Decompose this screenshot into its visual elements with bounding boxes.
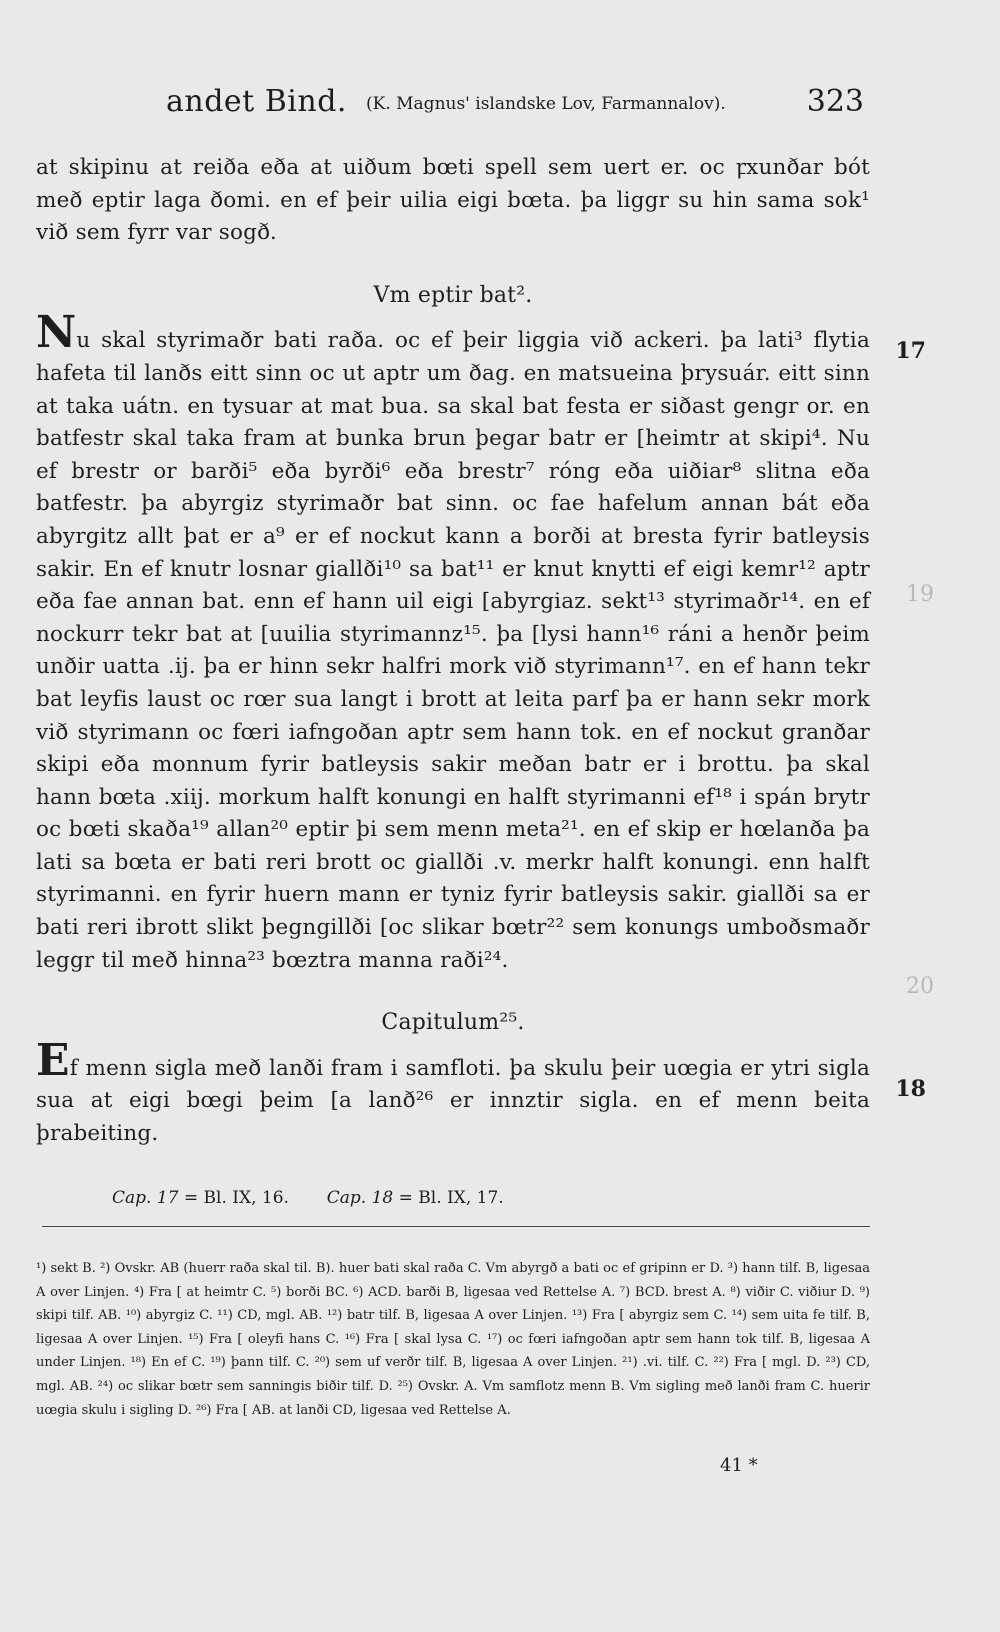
cap18-ref: = Bl. IX, 17. bbox=[398, 1188, 504, 1208]
margin-chapter-18: 18 bbox=[895, 1076, 926, 1102]
header-title: andet Bind. bbox=[166, 84, 347, 119]
margin-chapter-17: 17 bbox=[895, 338, 926, 364]
main-text bbox=[36, 152, 870, 1151]
paragraph-3-text: f menn sigla með lanði fram i samfloti. þa skulu þeir uœgia er ytri sigla sua at eigi bœgi þeim [a lanð²⁶ er innztir sigla. en ef menn beita þrabeiting. bbox=[36, 1055, 870, 1147]
drop-cap: N bbox=[36, 307, 77, 359]
paragraph-2-text: u skal styrimaðr bati raða. oc ef þeir liggia við ackeri. þa lati³ flytia hafeta til lanðs eitt sinn oc ut aptr um ðag. en matsueina þrysuár. eitt sinn at taka uátn. en tysuar at mat bua. sa skal bat festa er siðast gengr or. en batfestr skal taka fram at bunka brun þegar batr er [heimtr at skipi⁴. Nu ef brestr or barði⁵ eða byrði⁶ eða brestr⁷ róng eða uiðiar⁸ slitna eða batfestr. þa abyrgiz styrimaðr bat sinn. oc fae hafelum annan bát eða abyrgitz allt þat er a⁹ er ef nockut kann a borði at bresta fyrir batleysis sakir. En ef knutr losnar giallði¹⁰ sa bat¹¹ er knut knytti ef eigi kemr¹² aptr eða fae annan bat. enn ef hann uil eigi [abyrgiaz. sekt¹³ styrimaðr¹⁴. en ef nockurr tekr bat at [uuilia styrimannz¹⁵. þa [lysi hann¹⁶ ráni a henðr þeim unðir uatta .ij. þa er hinn sekr halfri mork við styrimann¹⁷. en ef hann tekr bat leyfis laust oc rœr sua langt i brott at leita parf þa er hann sekr mork við styrimann oc fœri iafngoðan aptr sem hann tok. en ef nockut granðar skipi eða monnum fyrir batleysis sakir meðan batr er i brottu. þa skal hann bœta .xiij. morkum halft konungi en halft styrimanni ef¹⁸ i spán brytr oc bœti skaða¹⁹ allan²⁰ eptir þi sem menn meta²¹. en ef skip er hœlanða þa lati sa bœta er bati reri brott oc giallði .v. merkr halft konungi. enn halft styrimanni. en fyrir huern mann er tyniz fyrir batleysis sakir. giallði sa er bati reri ibrott slikt þegngillði [oc slikar bœtr²² sem konungs umboðsmaðr leggr til með hinna²³ bœztra manna raði²⁴. bbox=[36, 328, 870, 973]
bleedthrough-number: 19 bbox=[906, 582, 934, 607]
footnote-text: ¹) sekt B. ²) Ovskr. AB (huerr raða skal til. B). huer bati skal raða C. Vm abyrgð a bati oc ef gripinn er D. ³) hann tilf. B, ligesaa A over Linjen. ⁴) Fra [ at heimtr C. ⁵) borði BC. ⁶) ACD. barði B, ligesaa ved Rettelse A. ⁷) BCD. brest A. ⁸) viðir C. viðiur D. ⁹) skipi tilf. AB. ¹⁰) abyrgiz C. ¹¹) CD, mgl. AB. ¹²) batr tilf. B, ligesaa A over Linjen. ¹³) Fra [ abyrgiz sem C. ¹⁴) sem uita fe tilf. B, ligesaa A over Linjen. ¹⁵) Fra [ oleyfi hans C. ¹⁶) Fra [ skal lysa C. ¹⁷) oc fœri iafngoðan aptr sem hann tok tilf. B, ligesaa A under Linjen. ¹⁸) En ef C. ¹⁹) þann tilf. C. ²⁰) sem uf verðr tilf. B, ligesaa A over Linjen. ²¹) .vi. tilf. C. ²²) Fra [ mgl. D. ²³) CD, mgl. AB. ²⁴) oc slikar bœtr sem sanningis biðir tilf. D. ²⁵) Ovskr. A. Vm samflotz menn B. Vm sigling með lanði fram C. huerir uœgia skulu i sigling D. ²⁶) Fra [ AB. at lanði CD, ligesaa ved Rettelse A. bbox=[36, 1261, 870, 1418]
page-number: 323 bbox=[806, 84, 864, 119]
paragraph-2 bbox=[36, 307, 870, 977]
bleedthrough-number: 20 bbox=[906, 974, 934, 999]
running-header bbox=[0, 84, 1000, 124]
footnotes bbox=[36, 1257, 870, 1422]
signature-mark: 41 * bbox=[720, 1455, 758, 1476]
footnote-divider bbox=[42, 1226, 870, 1227]
chapter-references bbox=[112, 1188, 892, 1208]
section-heading-eptir-bat: Vm eptir bat². bbox=[373, 282, 533, 308]
cap17-label: Cap. 17 bbox=[112, 1188, 179, 1208]
paragraph-1: at skipinu at reiða eða at uiðum bœti spell sem uert er. oc ꝼxunðar bót með eptir laga ðomi. en ef þeir uilia eigi bœta. þa liggr su hin sama sok¹ við sem fyrr var sogð. bbox=[36, 155, 870, 246]
paragraph-3 bbox=[36, 1034, 870, 1151]
cap17-ref: = Bl. IX, 16. bbox=[183, 1188, 289, 1208]
drop-cap: E bbox=[36, 1034, 70, 1086]
section-heading-capitulum: Capitulum²⁵. bbox=[381, 1010, 525, 1036]
cap18-label: Cap. 18 bbox=[326, 1188, 394, 1208]
header-subtitle: (K. Magnus' islandske Lov, Farmannalov). bbox=[366, 94, 726, 114]
